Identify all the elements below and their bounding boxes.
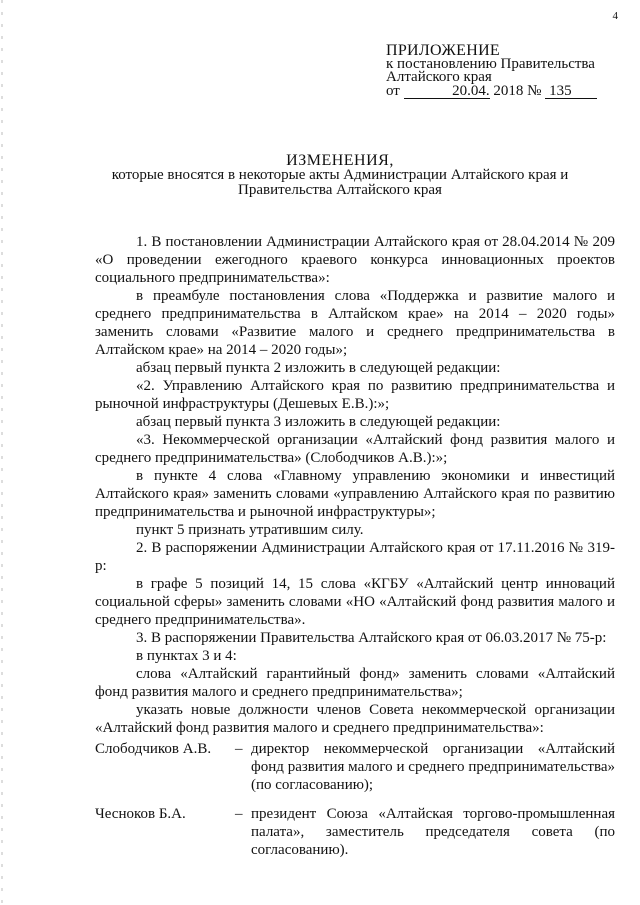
document-year: 2018 № xyxy=(493,82,542,99)
paragraph: в пунктах 3 и 4: xyxy=(136,648,237,664)
heading-line-2: Правительства Алтайского края xyxy=(238,182,442,198)
appendix-date-line xyxy=(386,82,626,100)
paragraph: абзац первый пункта 3 изложить в следующей редакции: xyxy=(136,414,501,430)
appendix-title: ПРИЛОЖЕНИЕ xyxy=(386,42,501,59)
paragraph: абзац первый пункта 2 изложить в следующей редакции: xyxy=(136,360,501,376)
paragraph: в графе 5 позиций 14, 15 слова «КГБУ «Алтайский центр инноваций социальной сферы» заменить словами «НО «Алтайский фонд развития малого и среднего предпринимательства». xyxy=(95,576,615,628)
heading-title: ИЗМЕНЕНИЯ, xyxy=(286,152,394,169)
paragraph: в пункте 4 слова «Главному управлению экономики и инвестиций Алтайского края» заменить словами «управлению Алтайского края по развитию предпринимательства и рыночной инфраструктуры»; xyxy=(95,468,615,520)
document-body xyxy=(95,233,615,737)
member-description: президент Союза «Алтайская торгово-промышленная палата», заместитель председателя совета (по согласованию). xyxy=(251,806,615,858)
document-heading xyxy=(80,153,600,198)
member-row xyxy=(95,740,615,794)
member-name: Чесноков Б.А. xyxy=(95,806,186,822)
appendix-line-2: Алтайского края xyxy=(386,69,492,85)
council-members-list xyxy=(95,740,615,870)
paragraph: в преамбуле постановления слова «Поддержка и развитие малого и среднего предпринимательства в Алтайском крае» на 2014 – 2020 годы» заменить словами «Развитие малого и среднего предпринимательства в Алтайском крае» на 2014 – 2020 годы»; xyxy=(95,288,615,358)
document-date: 20.04. xyxy=(404,85,490,100)
paragraph: пункт 5 признать утратившим силу. xyxy=(136,522,364,538)
paragraph: 2. В распоряжении Администрации Алтайского края от 17.11.2016 № 319-р: xyxy=(95,540,615,574)
scan-edge-marks xyxy=(0,0,4,905)
heading-line-1: которые вносятся в некоторые акты Администрации Алтайского края и xyxy=(111,167,569,183)
paragraph: 1. В постановлении Администрации Алтайского края от 28.04.2014 № 209 «О проведении ежегодного краевого конкурса инновационных проектов социального предпринимательства»: xyxy=(95,234,615,286)
from-label: от xyxy=(386,82,400,99)
appendix-line-1: к постановлению Правительства xyxy=(386,55,595,72)
paragraph: «3. Некоммерческой организации «Алтайский фонд развития малого и среднего предпринимательства» (Слободчиков А.В.):»; xyxy=(95,432,615,466)
appendix-block xyxy=(386,44,626,99)
page-number: 4 xyxy=(612,10,618,22)
member-row xyxy=(95,805,615,859)
member-dash: – xyxy=(235,741,243,757)
member-name: Слободчиков А.В. xyxy=(95,741,212,757)
paragraph: указать новые должности членов Совета некоммерческой организации «Алтайский фонд развития малого и среднего предпринимательства»: xyxy=(95,702,615,736)
member-dash: – xyxy=(235,806,243,822)
document-number: 135 xyxy=(545,85,597,100)
member-description: директор некоммерческой организации «Алтайский фонд развития малого и среднего предпринимательства» (по согласованию); xyxy=(251,741,615,793)
paragraph: слова «Алтайский гарантийный фонд» заменить словами «Алтайский фонд развития малого и среднего предпринимательства»; xyxy=(95,666,615,700)
paragraph: «2. Управлению Алтайского края по развитию предпринимательства и рыночной инфраструктуры (Дешевых Е.В.):»; xyxy=(95,378,615,412)
paragraph: 3. В распоряжении Правительства Алтайского края от 06.03.2017 № 75-р: xyxy=(136,630,607,646)
